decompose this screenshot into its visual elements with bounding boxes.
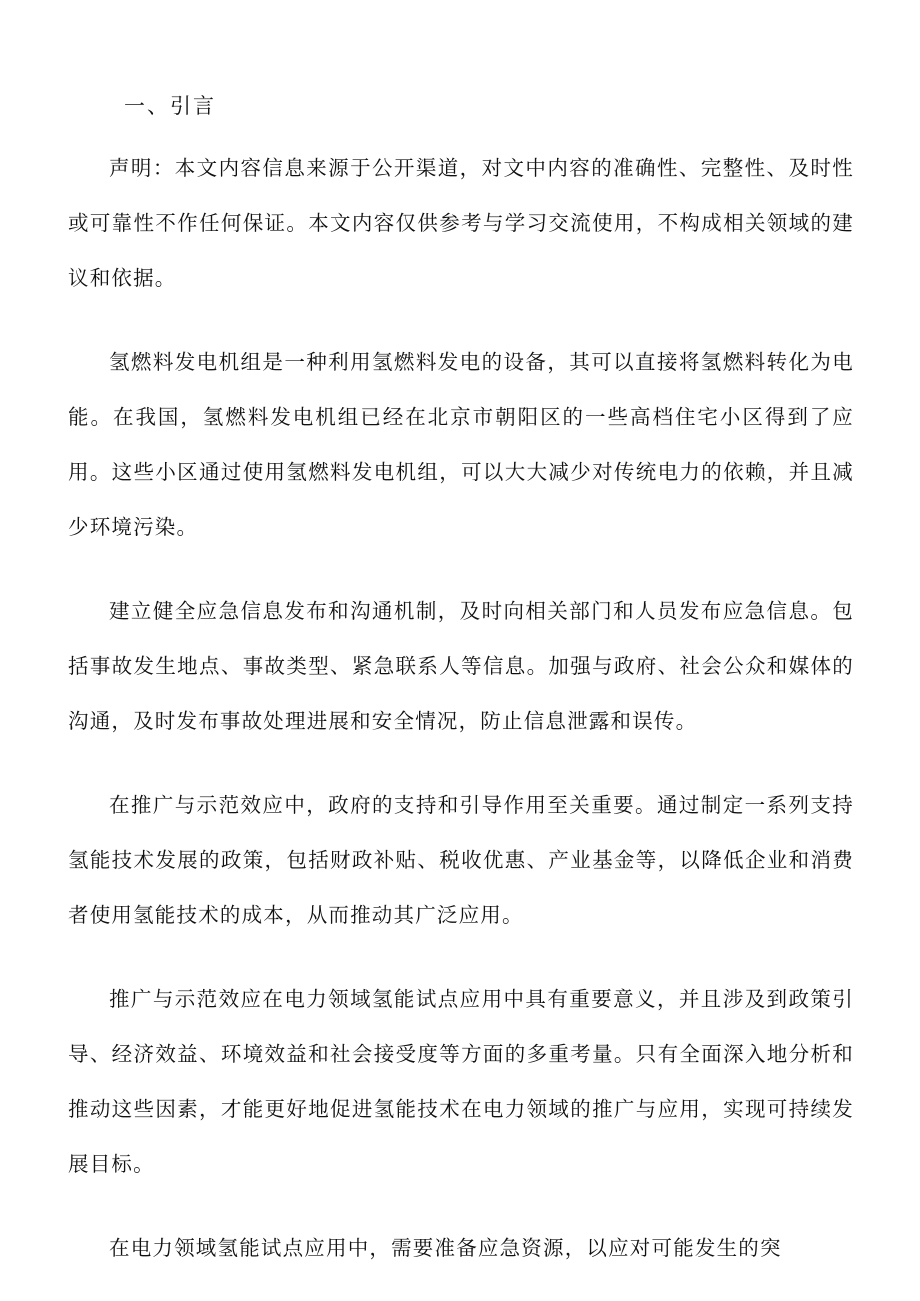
paragraph-disclaimer: 声明：本文内容信息来源于公开渠道，对文中内容的准确性、完整性、及时性或可靠性不作任何保证。本文内容仅供参考与学习交流使用，不构成相关领域的建议和依据。 bbox=[68, 156, 854, 290]
paragraph-demonstration-effect: 推广与示范效应在电力领域氢能试点应用中具有重要意义，并且涉及到政策引导、经济效益、环境效益和社会接受度等方面的多重考量。只有全面深入地分析和推动这些因素，才能更好地促进氢能技术在电力领域的推广与应用，实现可持续发展目标。 bbox=[68, 987, 854, 1176]
document-page bbox=[68, 86, 854, 1276]
paragraph-government-support: 在推广与示范效应中，政府的支持和引导作用至关重要。通过制定一系列支持氢能技术发展的政策，包括财政补贴、税收优惠、产业基金等，以降低企业和消费者使用氢能技术的成本，从而推动其广泛应用。 bbox=[68, 793, 854, 927]
paragraph-emergency-info: 建立健全应急信息发布和沟通机制，及时向相关部门和人员发布应急信息。包括事故发生地点、事故类型、紧急联系人等信息。加强与政府、社会公众和媒体的沟通，及时发布事故处理进展和安全情况，防止信息泄露和误传。 bbox=[68, 599, 854, 733]
paragraph-hydrogen-generator: 氢燃料发电机组是一种利用氢燃料发电的设备，其可以直接将氢燃料转化为电能。在我国，氢燃料发电机组已经在北京市朝阳区的一些高档住宅小区得到了应用。这些小区通过使用氢燃料发电机组，可以大大减少对传统电力的依赖，并且减少环境污染。 bbox=[68, 350, 854, 539]
paragraph-emergency-resources: 在电力领域氢能试点应用中，需要准备应急资源，以应对可能发生的突 bbox=[109, 1236, 782, 1260]
section-heading: 一、引言 bbox=[124, 94, 216, 118]
